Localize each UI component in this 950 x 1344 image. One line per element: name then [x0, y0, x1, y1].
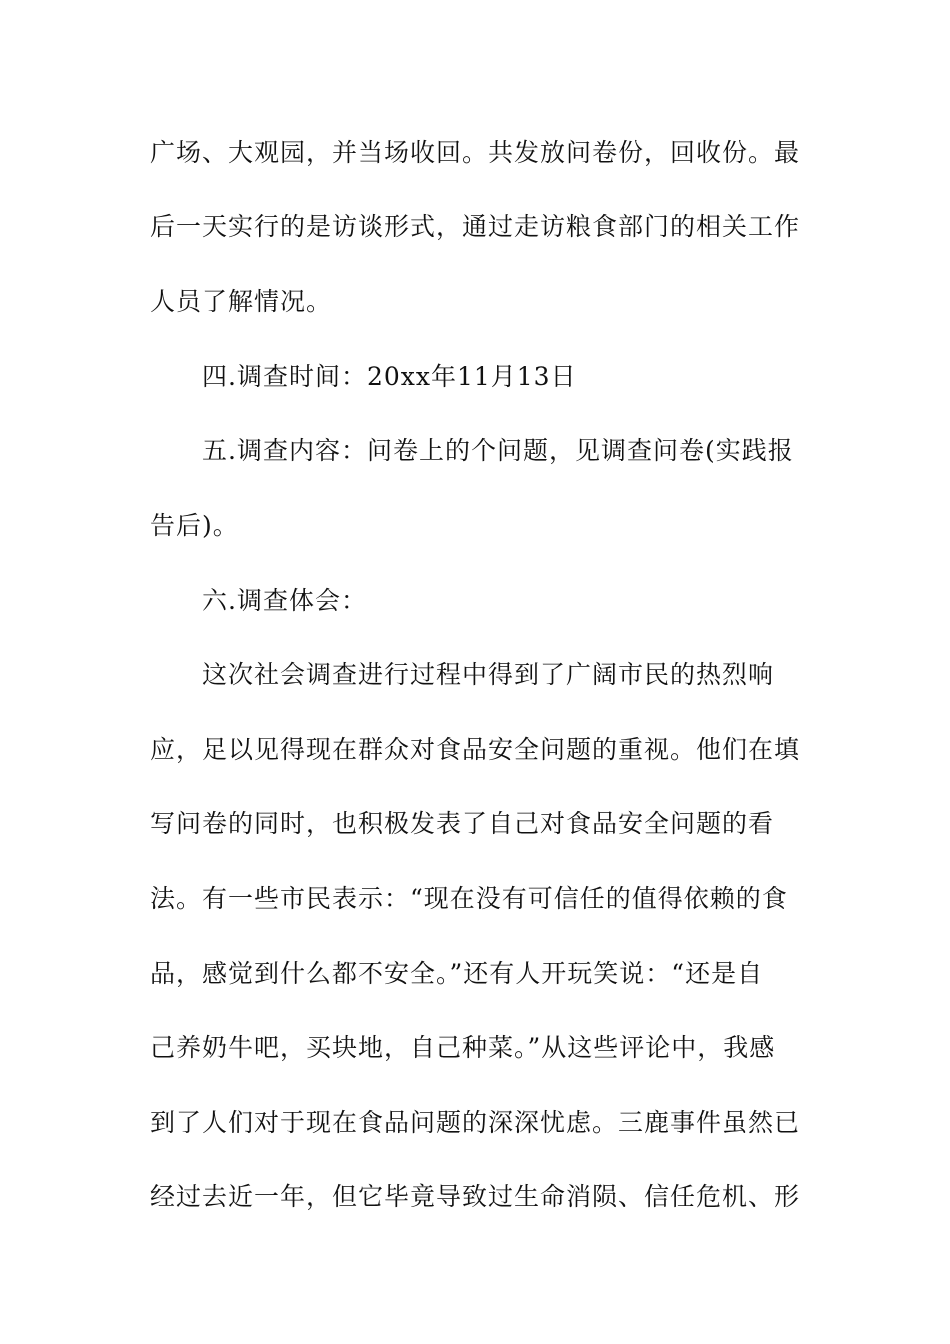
text-line: 经过去近一年，但它毕竟导致过生命消陨、信任危机、形	[150, 1182, 801, 1211]
text-line: 人员了解情况。	[150, 287, 333, 316]
section-heading-content: 五.调查内容：问卷上的个问题，见调查问卷(实践报	[202, 436, 794, 465]
paragraph-start-line: 这次社会调查进行过程中得到了广阔市民的热烈响	[202, 660, 775, 689]
text-line: 写问卷的同时，也积极发表了自己对食品安全问题的看	[150, 809, 775, 838]
text-line: 告后)。	[150, 511, 239, 540]
text-line: 品，感觉到什么都不安全。”还有人开玩笑说：“还是自	[150, 959, 764, 988]
section-heading-experience: 六.调查体会：	[202, 586, 367, 615]
text-line: 应，足以见得现在群众对食品安全问题的重视。他们在填	[150, 735, 801, 764]
text-line: 己养奶牛吧，买块地，自己种菜。”从这些评论中，我感	[150, 1033, 776, 1062]
section-heading-time: 四.调查时间：20xx年11月13日	[202, 362, 577, 391]
text-line: 到了人们对于现在食品问题的深深忧虑。三鹿事件虽然已	[150, 1108, 801, 1137]
text-line: 广场、大观园，并当场收回。共发放问卷份，回收份。最	[150, 138, 801, 167]
text-line: 后一天实行的是访谈形式，通过走访粮食部门的相关工作	[150, 212, 801, 241]
text-line: 法。有一些市民表示：“现在没有可信任的值得依赖的食	[150, 884, 788, 913]
